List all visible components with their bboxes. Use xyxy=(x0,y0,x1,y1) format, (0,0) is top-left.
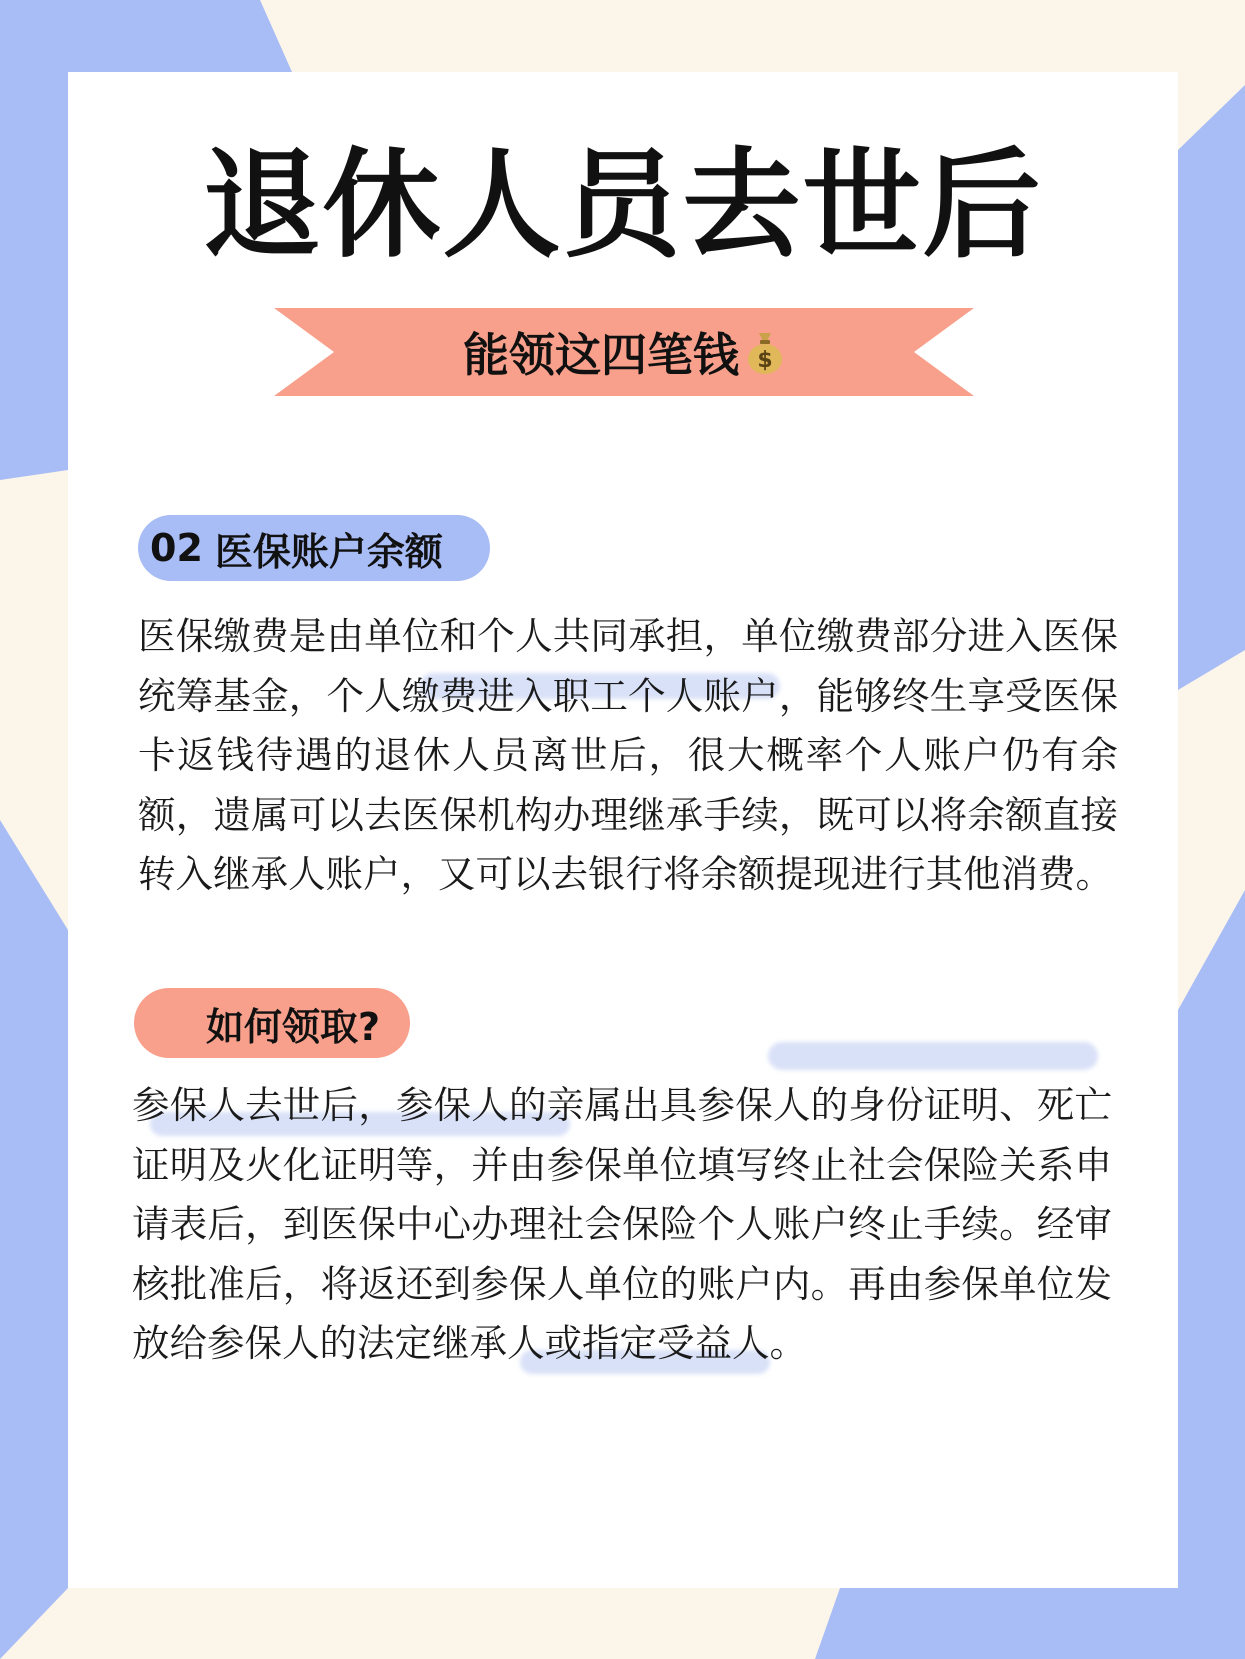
section-title: 医保账户余额 xyxy=(214,529,443,574)
page-title: 退休人员去世后 xyxy=(202,135,1043,274)
paragraph-balance: 医保缴费是由单位和个人共同承担，单位缴费部分进入医保统筹基金，个人缴费进入职工个人账户，能够终生享受医保卡返钱待遇的退休人员离世后，很大概率个人账户仍有余额，遗属可以去医保机构办理继承手续，既可以将余额直接转入继承人账户，又可以去银行将余额提现进行其他消费。 xyxy=(138,614,1118,896)
ribbon-text: 能领这四笔钱 xyxy=(463,328,739,382)
ribbon-label xyxy=(274,308,974,396)
money-bag-icon xyxy=(745,329,785,375)
subheading: 如何领取? xyxy=(206,1004,381,1049)
section-heading xyxy=(138,515,490,581)
highlight-stroke xyxy=(768,1042,1098,1070)
subheading-pill xyxy=(134,988,410,1058)
paragraph-how-to-claim: 参保人去世后，参保人的亲属出具参保人的身份证明、死亡证明及火化证明等，并由参保单位填写终止社会保险关系申请表后，到医保中心办理社会保险个人账户终止手续。经审核批准后，将返还到参保人单位的账户内。再由参保单位发放给参保人的法定继承人或指定受益人。 xyxy=(132,1083,1112,1365)
section-number: 02 xyxy=(150,526,203,570)
svg-text:$: $ xyxy=(757,348,773,373)
